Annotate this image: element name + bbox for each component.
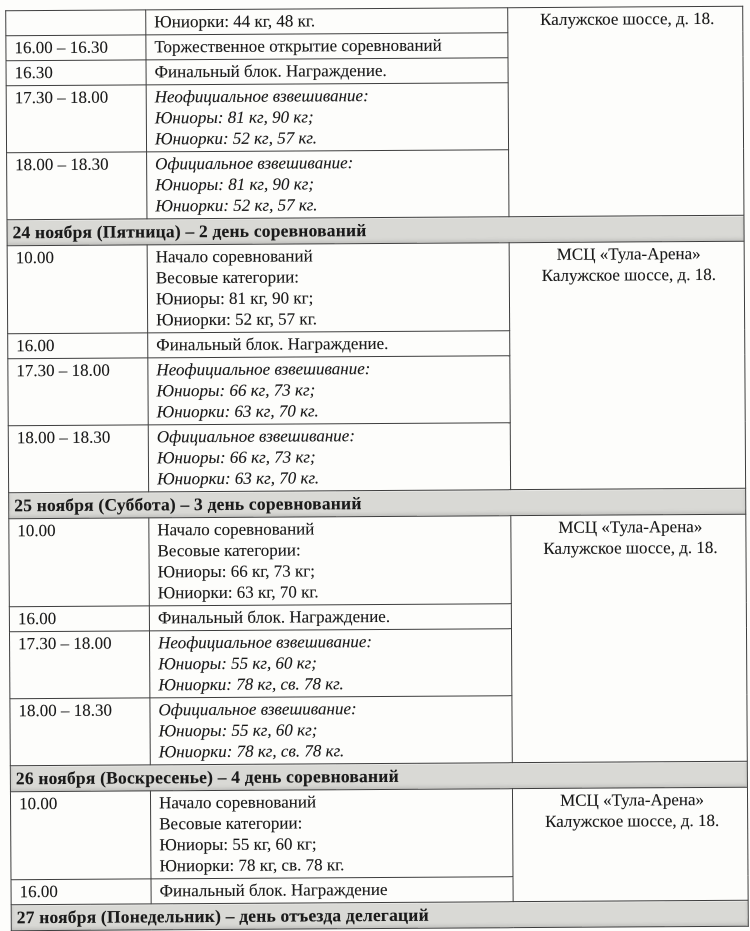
event-cell bbox=[150, 696, 512, 765]
event-line: Юниоры: 81 кг, 90 кг; bbox=[155, 288, 314, 309]
time-cell: 16.30 bbox=[6, 60, 146, 86]
event-line: Юниорки: 63 кг, 70 кг. bbox=[157, 582, 319, 603]
time-cell: 16.00 bbox=[9, 606, 149, 632]
event-line: Финальный блок. Награждение. bbox=[156, 333, 389, 355]
location-line: Калужское шоссе, д. 18. bbox=[544, 810, 720, 831]
event-line: Весовые категории: bbox=[159, 813, 303, 834]
day-header: 26 ноября (Воскресенье) – 4 день соревнований bbox=[10, 761, 747, 792]
event-line: Юниорки: 63 кг, 70 кг. bbox=[157, 468, 320, 489]
event-line: Юниорки: 52 кг, 57 кг. bbox=[156, 309, 318, 330]
event-cell bbox=[150, 789, 513, 879]
table-row bbox=[6, 6, 743, 36]
time-cell: 18.00 – 18.30 bbox=[10, 698, 150, 766]
time-cell: 18.00 – 18.30 bbox=[7, 152, 147, 220]
time-cell: 10.00 bbox=[9, 518, 150, 607]
location-line: Калужское шоссе, д. 18. bbox=[541, 264, 716, 285]
event-line: Весовые категории: bbox=[157, 540, 301, 561]
event-cell bbox=[148, 356, 510, 425]
event-line: Начало соревнований bbox=[157, 519, 315, 540]
location-line: МСЦ «Тула-Арена» bbox=[556, 244, 701, 264]
event-line: Юниорки: 52 кг, 57 кг. bbox=[154, 128, 318, 149]
location-cell bbox=[512, 787, 748, 901]
day-header: 24 ноября (Пятница) – 2 день соревнований bbox=[7, 215, 744, 246]
location-line: Калужское шоссе, д. 18. bbox=[543, 537, 718, 558]
time-cell: 16.00 – 16.30 bbox=[6, 35, 146, 61]
event-line: Юниоры: 66 кг, 73 кг; bbox=[156, 380, 316, 401]
event-line: Юниорки: 63 кг, 70 кг. bbox=[156, 401, 319, 422]
time-cell bbox=[6, 10, 146, 36]
location-cell bbox=[511, 514, 748, 762]
event-cell bbox=[148, 331, 510, 358]
time-cell: 16.00 bbox=[11, 879, 151, 905]
event-line: Юниоры: 81 кг, 90 кг; bbox=[155, 174, 315, 195]
table-row bbox=[9, 514, 747, 607]
event-line: Юниорки: 78 кг, св. 78 кг. bbox=[159, 855, 345, 876]
time-cell: 17.30 – 18.00 bbox=[8, 358, 148, 426]
event-line: Официальное взвешивание: bbox=[156, 426, 356, 447]
time-cell: 10.00 bbox=[10, 791, 151, 880]
event-line: Неофициальное взвешивание: bbox=[154, 86, 369, 107]
location-line: МСЦ «Тула-Арена» bbox=[558, 517, 703, 537]
table-row bbox=[7, 241, 745, 334]
event-cell bbox=[149, 629, 511, 698]
event-line: Неофициальное взвешивание: bbox=[158, 632, 373, 653]
event-line: Официальное взвешивание: bbox=[155, 153, 354, 174]
event-line: Начало соревнований bbox=[158, 792, 317, 813]
time-cell: 18.00 – 18.30 bbox=[8, 425, 148, 493]
event-cell bbox=[146, 58, 508, 85]
event-line: Неофициальное взвешивание: bbox=[156, 359, 371, 380]
event-line: Юниоры: 66 кг, 73 кг; bbox=[156, 447, 316, 468]
event-cell bbox=[149, 604, 511, 631]
event-line: Юниоры: 55 кг, 60 кг; bbox=[159, 834, 317, 855]
event-line: Юниоры: 81 кг, 90 кг; bbox=[154, 107, 314, 128]
event-line: Юниоры: 55 кг, 60 кг; bbox=[158, 653, 317, 674]
event-line: Юниоры: 66 кг, 73 кг; bbox=[157, 561, 316, 582]
event-line: Торжественное открытие соревнований bbox=[154, 35, 442, 57]
event-cell bbox=[147, 243, 510, 333]
event-cell bbox=[146, 33, 508, 60]
event-line: Финальный блок. Награждение. bbox=[154, 60, 387, 82]
location-line: МСЦ «Тула-Арена» bbox=[560, 790, 705, 810]
event-cell bbox=[147, 150, 509, 219]
event-line: Начало соревнований bbox=[155, 246, 313, 267]
event-cell bbox=[149, 516, 512, 606]
schedule-table bbox=[5, 6, 749, 931]
event-cell bbox=[151, 877, 513, 904]
table-row bbox=[10, 787, 748, 880]
time-cell: 17.30 – 18.00 bbox=[9, 631, 149, 699]
event-line: Юниорки: 44 кг, 48 кг. bbox=[154, 11, 316, 32]
time-cell: 17.30 – 18.00 bbox=[6, 85, 146, 153]
event-line: Юниорки: 52 кг, 57 кг. bbox=[155, 195, 318, 216]
time-cell: 10.00 bbox=[7, 245, 148, 334]
day-header: 27 ноября (Понедельник) – день отъезда делегаций bbox=[11, 900, 748, 931]
day-header-row bbox=[11, 900, 748, 931]
location-cell bbox=[509, 241, 746, 489]
event-line: Юниоры: 55 кг, 60 кг; bbox=[158, 720, 318, 741]
event-line: Весовые категории: bbox=[155, 267, 300, 288]
location-line: Калужское шоссе, д. 18. bbox=[540, 8, 715, 29]
day-header: 25 ноября (Суббота) – 3 день соревнований bbox=[9, 488, 746, 519]
time-cell: 16.00 bbox=[8, 333, 148, 359]
event-cell bbox=[146, 83, 508, 152]
event-line: Официальное взвешивание: bbox=[158, 699, 357, 720]
event-line: Юниорки: 78 кг, св. 78 кг. bbox=[158, 741, 345, 762]
event-line: Финальный блок. Награждение. bbox=[157, 606, 391, 628]
event-line: Юниорки: 78 кг, св. 78 кг. bbox=[158, 674, 344, 695]
event-cell bbox=[148, 423, 510, 492]
event-line: Финальный блок. Награждение bbox=[159, 879, 388, 901]
location-cell bbox=[508, 6, 744, 216]
event-cell bbox=[146, 8, 508, 35]
